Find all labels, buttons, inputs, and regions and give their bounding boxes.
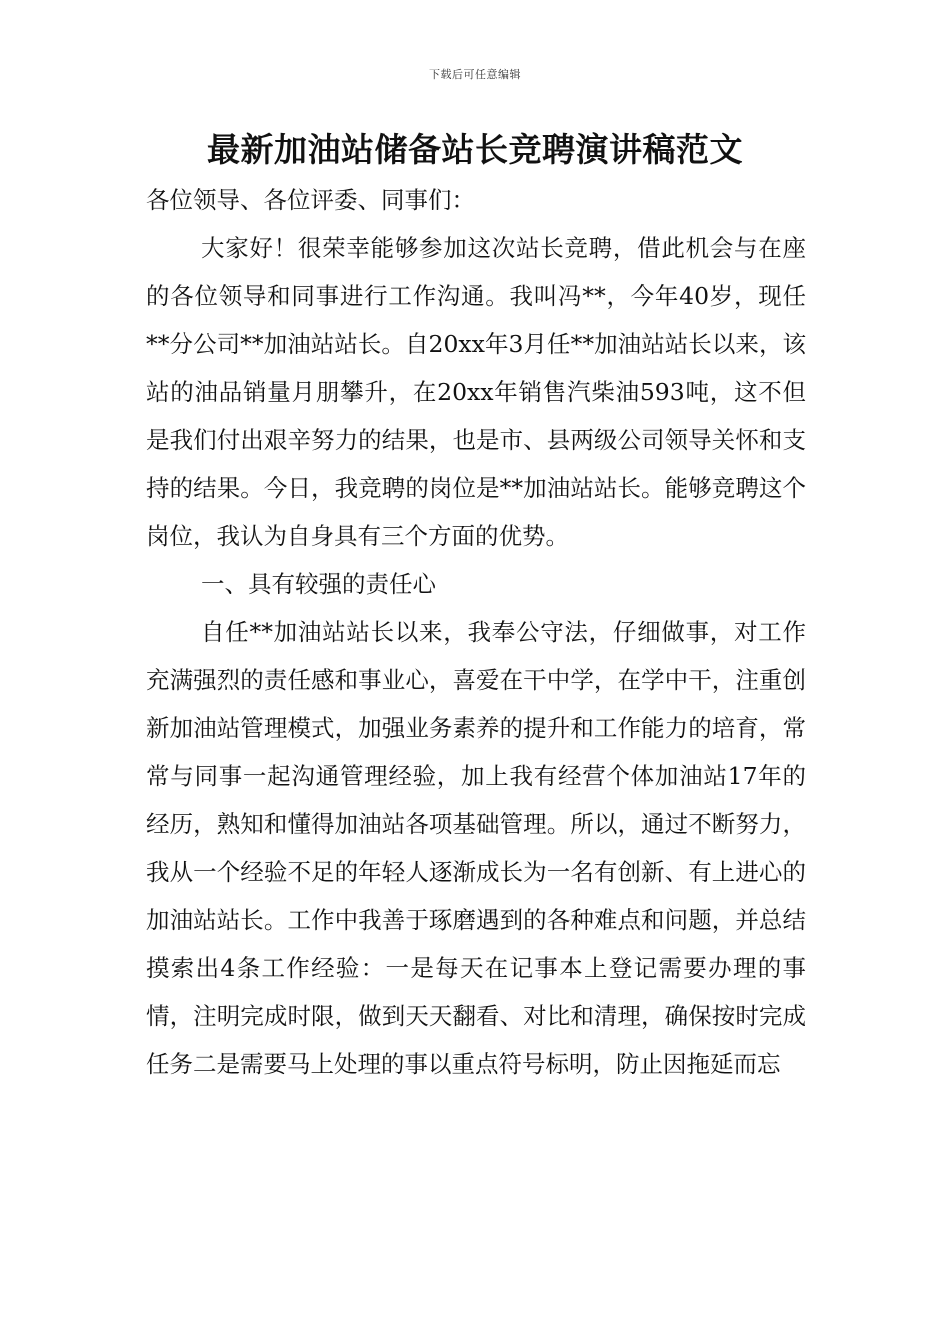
section-heading: 一、具有较强的责任心	[201, 570, 436, 598]
header-note: 下载后可任意编辑	[429, 68, 521, 81]
paragraph-intro: 大家好！很荣幸能够参加这次站长竞聘，借此机会与在座的各位领导和同事进行工作沟通。我叫冯**，今年40岁，现任**分公司**加油站站长。自20xx年3月任**加油站站长以来，该站的油品销量月朋攀升，在20xx年销售汽柴油593吨，这不但是我们付出艰辛努力的结果，也是市、县两级公司领导关怀和支持的结果。今日，我竞聘的岗位是**加油站站长。能够竞聘这个岗位，我认为自身具有三个方面的优势。	[146, 234, 806, 550]
salutation: 各位领导、各位评委、同事们：	[146, 186, 475, 214]
paragraph-responsibility: 自任**加油站站长以来，我奉公守法，仔细做事，对工作充满强烈的责任感和事业心，喜爱在干中学，在学中干，注重创新加油站管理模式，加强业务素养的提升和工作能力的培育，常常与同事一起沟通管理经验，加上我有经营个体加油站17年的经历，熟知和懂得加油站各项基础管理。所以，通过不断努力，我从一个经验不足的年轻人逐渐成长为一名有创新、有上进心的加油站站长。工作中我善于琢磨遇到的各种难点和问题，并总结摸索出4条工作经验：一是每天在记事本上登记需要办理的事情，注明完成时限，做到天天翻看、对比和清理，确保按时完成任务二是需要马上处理的事以重点符号标明，防止因拖延而忘	[146, 618, 806, 1078]
document-body	[146, 176, 806, 1088]
document-title: 最新加油站储备站长竞聘演讲稿范文	[207, 130, 743, 169]
